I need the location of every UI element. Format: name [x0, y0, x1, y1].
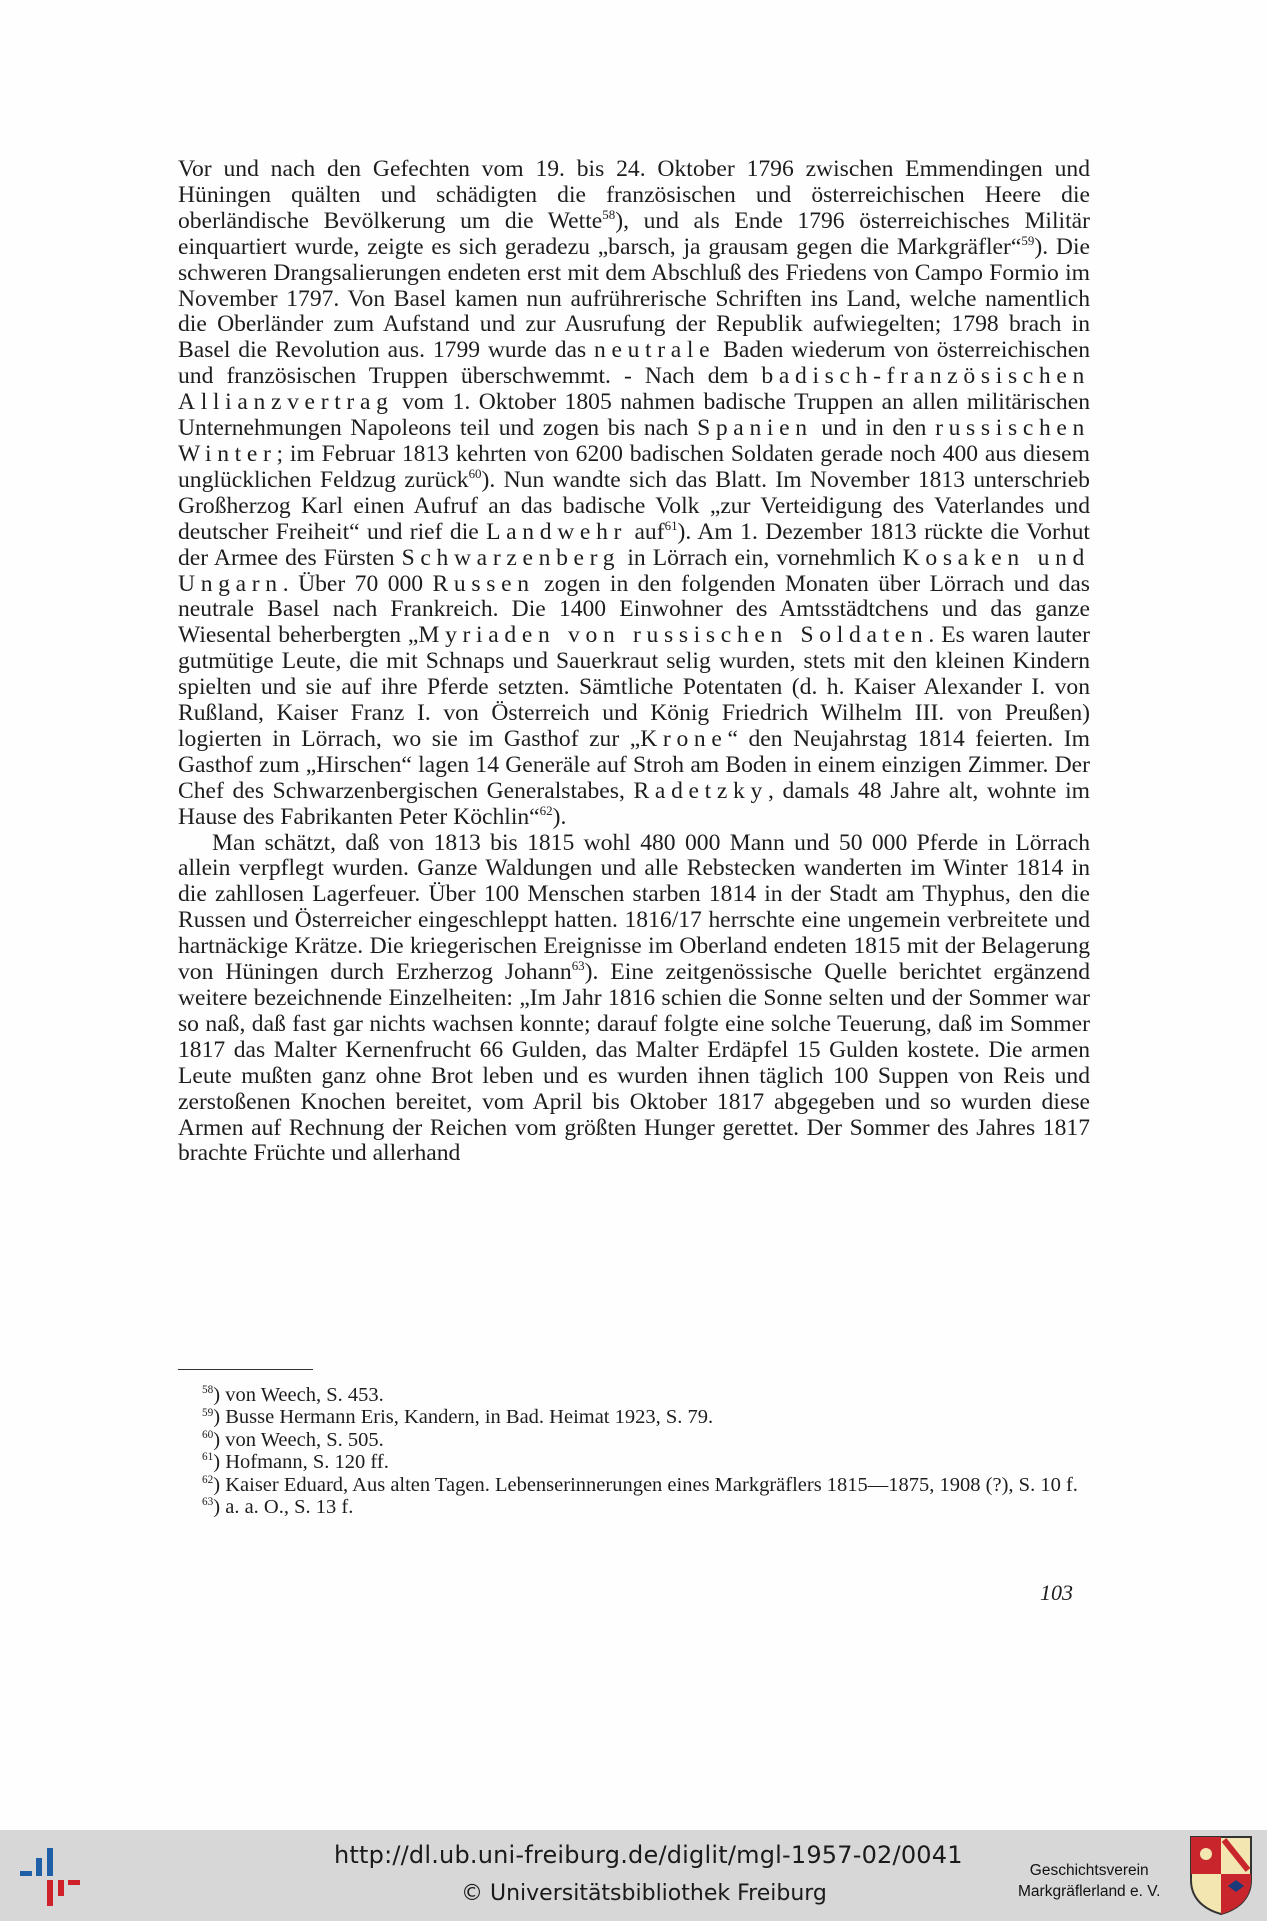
- text-run: . Es waren lauter gutmütige Leute, die mit Schnaps und Sauerkraut selig wurden, stets mit den kleinen Kindern spielten und sie auf ihre Pferde setzten. Sämtliche Potentaten (d. h. Kaiser Alexander I. von Rußland, Kaiser Franz I. von Österreich und König Friedrich Wilhelm III. von Preußen) logierten in Lörrach, wo sie im Gasthof zur „: [178, 622, 1090, 752]
- spaced-emphasis: Krone: [640, 725, 728, 752]
- text-run: ). Am 1. Dezember 1813 rückte die Vorhut der Armee des Fürsten: [178, 518, 1090, 571]
- footnote: [178, 1451, 1090, 1473]
- footnote-number: 58: [202, 1384, 214, 1397]
- spaced-emphasis: Schwarzenberg: [401, 544, 621, 571]
- text-run: , damals 48 Jahre alt, wohnte im Hause des Fabrikanten Peter Köchlin“: [178, 777, 1090, 830]
- text-run: Baden wiederum von österreichischen und französischen Truppen überschwemmt. - Nach dem: [178, 337, 1090, 390]
- org-name: [1018, 1860, 1160, 1902]
- text-run: ). Eine zeitgenössische Quelle berichtet ergänzend weitere bezeichnende Einzelheiten: „Im Jahr 1816 schien die Sonne selten und der Sommer war so naß, daß fast gar nichts wachsen konnte; darauf folgte eine solche Teuerung, daß im Sommer 1817 das Malter Kernenfrucht 66 Gulden, das Malter Erdäpfel 15 Gulden kostete. Die armen Leute mußten ganz ohne Brot leben und es wurden ihnen täglich 100 Suppen von Reis und zerstoßenen Knochen bereitet, vom April bis Oktober 1817 abgegeben und so wurden diese Armen auf Rechnung der Reichen vom größten Hunger gerettet. Der Sommer des Jahres 1817 brachte Früchte und allerhand: [178, 959, 1091, 1167]
- text-run: zogen in den folgenden Monaten über Lörrach und das neutrale Basel nach Frankreich. Die 1400 Einwohner des Amtsstädtchens und das ganze Wiesental beherbergten „: [178, 570, 1090, 649]
- spaced-emphasis: Landwehr: [486, 518, 628, 545]
- footnote-ref: 63: [571, 958, 585, 974]
- text-run: auf: [627, 518, 665, 545]
- footnote-paren: ): [213, 1451, 226, 1474]
- footnote: [178, 1474, 1090, 1496]
- footnote: [178, 1384, 1090, 1406]
- footnote-text: a. a. O., S. 13 f.: [225, 1496, 354, 1519]
- text-run: ). Die schweren Drangsalierungen endeten erst mit dem Abschluß des Friedens von Campo Formio im November 1797. Von Basel kamen nun aufrührerische Schriften ins Land, welche namentlich die Oberländer zum Aufstand und zur Ausrufung der Republik aufwiegelten; 1798 brach in Basel die Revolution aus. 1799 wurde das: [178, 233, 1090, 364]
- spaced-emphasis: russischen Winter: [178, 415, 1091, 467]
- footnote-text: von Weech, S. 453.: [225, 1384, 384, 1406]
- spaced-emphasis: Myriaden von russischen Soldaten: [418, 622, 929, 649]
- text-run: ). Nun wandte sich das Blatt. Im November 1813 unterschrieb Großherzog Karl einen Aufruf an das badische Volk „zur Verteidigung des Vaterlandes und deutscher Freiheit“ und rief die: [178, 466, 1090, 545]
- body-paragraph: [178, 831, 1090, 1168]
- footnote-ref: 60: [468, 465, 482, 481]
- spaced-emphasis: Kosaken und Ungarn: [178, 544, 1090, 597]
- org-name-line1: Geschichtsverein: [1029, 1862, 1149, 1879]
- text-run: in Lörrach ein, vornehmlich: [620, 544, 903, 571]
- body-text: [178, 157, 1090, 1167]
- footnote-rule: [178, 1369, 313, 1370]
- footnote: [178, 1496, 1090, 1518]
- text-run: vom 1. Oktober 1805 nahmen badische Truppen an allen militärischen Unternehmungen Napoleons teil und zogen bis nach: [178, 389, 1090, 442]
- footnote-ref: 58: [602, 206, 616, 222]
- footnote-ref: 59: [1021, 232, 1035, 248]
- footnote-number: 60: [202, 1428, 214, 1441]
- footer-url-link[interactable]: http://dl.ub.uni-freiburg.de/diglit/mgl-1957-02/0041: [334, 1841, 963, 1869]
- footnote-text: von Weech, S. 505.: [225, 1428, 384, 1451]
- org-name-line2: Markgräflerland e. V.: [1018, 1883, 1161, 1900]
- ub-freiburg-logo-icon: [14, 1844, 86, 1908]
- footnote-number: 61: [202, 1451, 214, 1464]
- footnote-text: Hofmann, S. 120 ff.: [225, 1451, 389, 1474]
- text-run: ), und als Ende 1796 österreichisches Militär einquartiert wurde, zeigte es sich geradezu „barsch, ja grausam gegen die Markgräfler“: [178, 207, 1090, 260]
- footnotes: [178, 1384, 1090, 1518]
- text-run: und in den: [812, 415, 936, 442]
- footnote-paren: ): [213, 1428, 226, 1451]
- text-run: . Über 70 000: [282, 570, 433, 597]
- footer-bar: [0, 1830, 1267, 1921]
- text-run: ; im Februar 1813 kehrten von 6200 badischen Soldaten gerade noch 400 aus diesem unglücklichen Feldzug zurück: [178, 440, 1090, 493]
- spaced-emphasis: badisch-französischen Allianzvertrag: [178, 363, 1090, 416]
- footnote-text: Busse Hermann Eris, Kandern, in Bad. Heimat 1923, S. 79.: [225, 1406, 714, 1429]
- text-run: Man schätzt, daß von 1813 bis 1815 wohl 480 000 Mann und 50 000 Pferde in Lörrach allein verpflegt wurden. Ganze Waldungen und alle Rebstecken wanderten im Winter 1814 in die zahllosen Lagerfeuer. Über 100 Menschen starben 1814 in der Stadt am Thyphus, den die Russen und Österreicher eingeschleppt hatten. 1816/17 herrschte eine ungemein verbreitete und hartnäckige Krätze. Die kriegerischen Ereignisse im Oberland endeten 1815 mit der Belagerung von Hüningen durch Erzherzog Johann: [178, 829, 1090, 986]
- page-number: 103: [1040, 1580, 1073, 1605]
- footnote-text: Kaiser Eduard, Aus alten Tagen. Lebenserinnerungen eines Markgräflers 1815—1875, 1908 (?), S. 10 f.: [225, 1473, 1078, 1496]
- footnote-ref: 61: [664, 517, 678, 533]
- text-run: “ den Neujahrstag 1814 feierten. Im Gasthof zum „Hirschen“ lagen 14 Generäle auf Stroh am Boden in einem einzigen Zimmer. Der Chef des Schwarzenbergischen Generalstabes,: [178, 725, 1090, 804]
- footnote-number: 63: [202, 1496, 214, 1509]
- footnote-paren: ): [213, 1406, 226, 1429]
- text-run: Vor und nach den Gefechten vom 19. bis 24. Oktober 1796 zwischen Emmendingen und Hüningen quälten und schädigten die französischen und österreichischen Heere die oberländische Bevölkerung um die Wette: [178, 156, 1090, 234]
- footnote-number: 59: [202, 1406, 214, 1419]
- footer-copyright: © Universitätsbibliothek Freiburg: [461, 1881, 827, 1906]
- footnote-ref: 62: [539, 802, 553, 818]
- coat-of-arms-icon: [1188, 1834, 1254, 1916]
- footnote-paren: ): [213, 1384, 226, 1406]
- spaced-emphasis: Spanien: [697, 415, 813, 442]
- footnote-paren: ): [213, 1496, 226, 1519]
- spaced-emphasis: Russen: [432, 570, 535, 597]
- text-run: ).: [552, 803, 567, 830]
- footnote-paren: ): [213, 1473, 226, 1496]
- body-paragraph: [178, 157, 1090, 831]
- spaced-emphasis: neutrale: [594, 337, 716, 364]
- footnote: [178, 1406, 1090, 1428]
- footnote-number: 62: [202, 1473, 214, 1486]
- spaced-emphasis: Radetzky: [633, 777, 768, 804]
- footnote: [178, 1429, 1090, 1451]
